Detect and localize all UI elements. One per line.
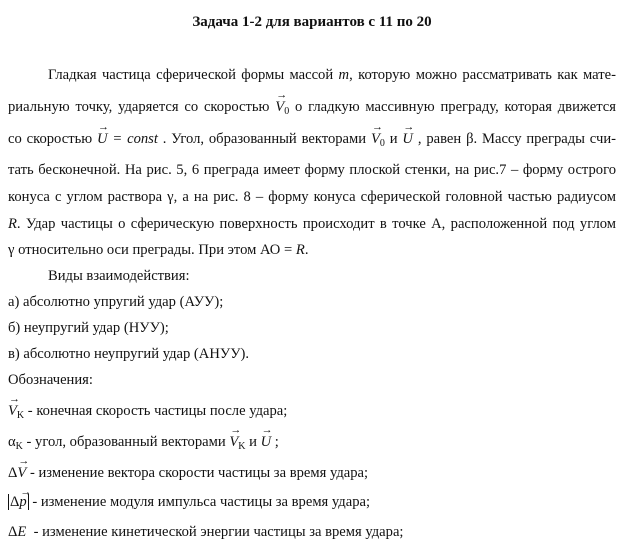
paragraph-line-2 (8, 99, 616, 116)
delta-symbol: Δ (8, 524, 18, 540)
momentum-vector-symbol: → p (19, 494, 26, 510)
momentum-abs-symbol (8, 494, 29, 510)
notation-angle (8, 434, 279, 451)
paragraph-line-4: тать бесконечной. На рис. 5, 6 преграда имеет форму плоской стенки, на рис.7 – форму острого (8, 162, 616, 178)
text-span: - угол, образованный векторами (22, 434, 230, 450)
text-span: - изменение вектора скорости частицы за время удара; (26, 465, 369, 481)
paragraph-line-5: конуса с углом раствора γ, а на рис. 8 – форму конуса сферической головной частью радиусом (8, 189, 616, 205)
paragraph-line-6 (8, 216, 616, 233)
text-span: . Удар частицы о сферическую поверхность происходит в точке А, расположенной под углом (16, 216, 616, 232)
text-span: . (304, 242, 309, 258)
text-span: - изменение модуля импульса частицы за время удара; (28, 494, 371, 510)
energy-symbol: E (17, 524, 27, 540)
notation-final-velocity (8, 403, 287, 420)
final-velocity-symbol: → V (229, 434, 238, 451)
notation-velocity-change (8, 465, 368, 482)
text-span: риальную точку, ударяется со скоростью (8, 99, 276, 115)
interaction-type-item: в) абсолютно неупругий удар (АНУУ). (8, 346, 250, 362)
text-span: Гладкая частица сферической формы массой (48, 67, 339, 83)
text-span: , которую можно рассматривать как мате- (349, 67, 616, 83)
notation-momentum-change (8, 494, 370, 511)
text-span: и (384, 131, 403, 147)
const-expression: = const (107, 131, 158, 147)
text-span: γ относительно оси преграды. При этом АО = (8, 242, 296, 258)
delta-symbol: Δ (8, 465, 18, 481)
velocity-vector-symbol: → V (371, 131, 380, 148)
delta-symbol: Δ (10, 494, 20, 510)
velocity-vector-symbol: → V (17, 465, 26, 482)
notation-energy-change (8, 524, 403, 541)
velocity-vector-symbol: → V (275, 99, 284, 116)
subscript: K (16, 410, 25, 421)
text-span: , равен β. Массу преграды счи- (412, 131, 617, 147)
paragraph-line-7 (8, 242, 308, 259)
interaction-types-heading: Виды взаимодействия: (48, 268, 190, 284)
text-span: о гладкую массивную преграду, которая движется (289, 99, 616, 115)
problem-title: Задача 1-2 для вариантов с 11 по 20 (192, 14, 432, 30)
subscript: 0 (379, 138, 385, 149)
paragraph-line-3 (8, 131, 616, 148)
text-span: . Угол, образованный векторами (157, 131, 371, 147)
radius-symbol: R (8, 216, 17, 232)
barrier-velocity-symbol: → U (97, 131, 108, 148)
subscript: K (238, 441, 246, 452)
text-span: и (245, 434, 261, 450)
text-span: ; (271, 434, 279, 450)
barrier-velocity-symbol: → U (261, 434, 272, 451)
text-span: - конечная скорость частицы после удара; (24, 403, 288, 419)
alpha-symbol: α (8, 434, 16, 450)
subscript: K (15, 441, 23, 452)
subscript: 0 (284, 106, 290, 117)
paragraph-line-1 (48, 67, 616, 84)
final-velocity-symbol: → V (8, 403, 17, 420)
interaction-type-item: а) абсолютно упругий удар (АУУ); (8, 294, 224, 310)
radius-symbol: R (295, 242, 305, 258)
barrier-velocity-symbol: → U (402, 131, 413, 148)
text-span: - изменение кинетической энергии частицы за время удара; (26, 524, 404, 540)
mass-symbol: m (338, 67, 350, 83)
text-span: со скоростью (8, 131, 97, 147)
notation-heading: Обозначения: (8, 372, 93, 388)
interaction-type-item: б) неупругий удар (НУУ); (8, 320, 169, 336)
